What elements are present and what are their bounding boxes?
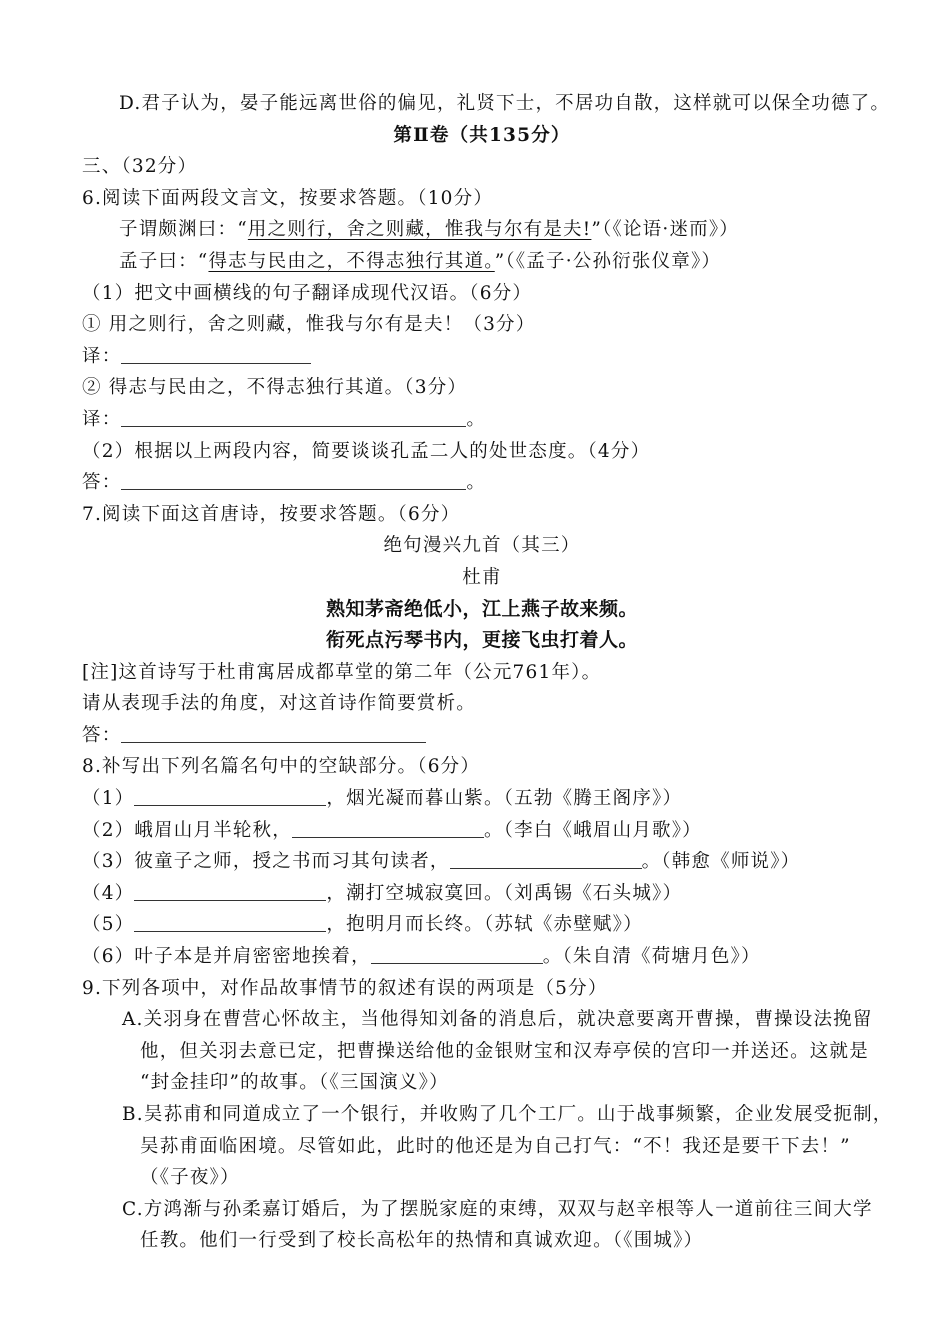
text: ，烟光凝而暮山紫。（五勃《腾王阁序》） — [326, 788, 683, 810]
poem-note: [注]这首诗写于杜甫寓居成都草堂的第二年（公元761年）。 — [82, 661, 602, 683]
poem-author: 杜甫 — [462, 566, 502, 588]
q6-sub2: （2）根据以上两段内容，简要谈谈孔孟二人的处世态度。（4分） — [82, 440, 651, 462]
item-number: （3） — [82, 851, 135, 873]
poem-line-1: 熟知茅斋绝低小，江上燕子故来频。 — [325, 597, 638, 620]
q7-stem: 7.阅读下面这首唐诗，按要求答题。（6分） — [82, 503, 461, 525]
text: 。（韩愈《师说》） — [641, 851, 801, 873]
q6-s2-answer — [82, 404, 882, 436]
item-number: （2） — [82, 819, 135, 841]
q8-stem: 8.补写出下列名篇名句中的空缺部分。（6分） — [82, 756, 481, 778]
q8-item — [82, 815, 882, 847]
label: 译： — [82, 345, 122, 367]
answer-blank[interactable] — [121, 406, 466, 427]
label: 译： — [82, 408, 122, 430]
q9-option-c: C.方鸿渐与孙柔嘉订婚后，为了摆脱家庭的束缚，双双与赵辛根等人一道前往三间大学 — [122, 1198, 873, 1220]
q8-item — [82, 909, 882, 941]
q8-item — [82, 878, 882, 910]
poem-line-2: 衔死点污琴书内，更接飞虫打着人。 — [325, 629, 638, 652]
q9-stem: 9.下列各项中，对作品故事情节的叙述有误的两项是（5分） — [82, 977, 608, 999]
text: 。 — [466, 408, 487, 430]
q9-option-a-cont: “封金挂印”的故事。（《三国演义》） — [140, 1072, 449, 1094]
q9-option-c-cont: 任教。他们一行受到了校长高松年的热情和真诚欢迎。（《围城》） — [140, 1230, 704, 1252]
text: 。（朱自清《荷塘月色》） — [542, 946, 761, 968]
q7-ask: 请从表现手法的角度，对这首诗作简要赏析。 — [82, 693, 477, 715]
prev-option-d: D.君子认为，晏子能远离世俗的偏见，礼贤下士，不居功自散，这样就可以保全功德了。 — [119, 93, 891, 114]
q6-passage-1 — [82, 214, 882, 246]
text: 叶子本是并肩密密地挨着， — [134, 946, 371, 968]
text: ”（《论语·迷而》） — [591, 219, 739, 241]
q6-s1: ① 用之则行，舍之则藏，惟我与尔有是夫！（3分） — [82, 314, 536, 336]
text: 峨眉山月半轮秋， — [134, 819, 292, 841]
text: 。（李白《峨眉山月歌》） — [483, 819, 702, 841]
text: 子谓颇渊曰：“ — [119, 219, 248, 241]
q9-option-a-cont: 他，但关羽去意已定，把曹操送给他的金银财宝和汉寿亭侯的宫印一并送还。这就是 — [140, 1040, 869, 1062]
section-title: 第Ⅱ卷（共135分） — [393, 124, 571, 146]
q9-option-b-cont: 吴荪甫面临困境。尽管如此，此时的他还是为自己打气：“不！我还是要干下去！” — [140, 1135, 851, 1157]
q9-option-b: B.吴荪甫和同道成立了一个银行，并收购了几个工厂。山于战事频繁，企业发展受扼制， — [122, 1104, 893, 1125]
answer-blank[interactable] — [134, 785, 326, 806]
answer-blank[interactable] — [134, 880, 326, 901]
q6-s2: ② 得志与民由之，不得志独行其道。（3分） — [82, 377, 468, 399]
answer-blank[interactable] — [121, 469, 466, 490]
q6-stem: 6.阅读下面两段文言文，按要求答题。（10分） — [82, 187, 494, 209]
text: ”（《孟子·公孙衍张仪章》） — [494, 250, 722, 272]
q6-s1-answer — [82, 341, 882, 373]
text: 彼童子之师，授之书而习其句读者， — [134, 851, 450, 873]
text: 孟子曰：“ — [119, 250, 209, 272]
item-number: （6） — [82, 946, 135, 968]
answer-blank[interactable] — [371, 943, 543, 964]
answer-blank[interactable] — [134, 911, 326, 932]
text: 。 — [466, 472, 487, 494]
underlined-quote: 得志与民由之，不得志独行其道。 — [208, 250, 495, 272]
exam-page — [82, 88, 893, 1257]
q6-sub2-answer — [82, 467, 882, 499]
label: 答： — [82, 472, 122, 494]
answer-blank[interactable] — [292, 817, 484, 838]
q7-answer — [82, 720, 882, 752]
item-number: （1） — [82, 788, 135, 810]
text: ，抱明月而长终。（苏轼《赤壁赋》） — [326, 914, 643, 936]
item-number: （4） — [82, 882, 135, 904]
answer-blank[interactable] — [121, 343, 311, 364]
item-number: （5） — [82, 914, 135, 936]
q6-passage-2 — [82, 246, 882, 278]
answer-blank[interactable] — [121, 722, 426, 743]
q9-option-b-cont: （《子夜》） — [140, 1167, 240, 1189]
text: ，潮打空城寂寞回。（刘禹锡《石头城》） — [326, 882, 683, 904]
underlined-quote: 用之则行，舍之则藏，惟我与尔有是夫! — [247, 219, 592, 241]
poem-title: 绝句漫兴九首（其三） — [383, 535, 581, 557]
q9-option-a: A.关羽身在曹营心怀故主，当他得知刘备的消息后，就决意要离开曹操，曹操设法挽留 — [122, 1009, 873, 1031]
q8-item — [82, 846, 882, 878]
label: 答： — [82, 724, 122, 746]
q6-sub1: （1）把文中画横线的句子翻译成现代汉语。（6分） — [82, 282, 533, 304]
q8-item — [82, 783, 882, 815]
q8-item — [82, 941, 882, 973]
part-heading: 三、（32分） — [82, 156, 198, 178]
answer-blank[interactable] — [450, 848, 642, 869]
